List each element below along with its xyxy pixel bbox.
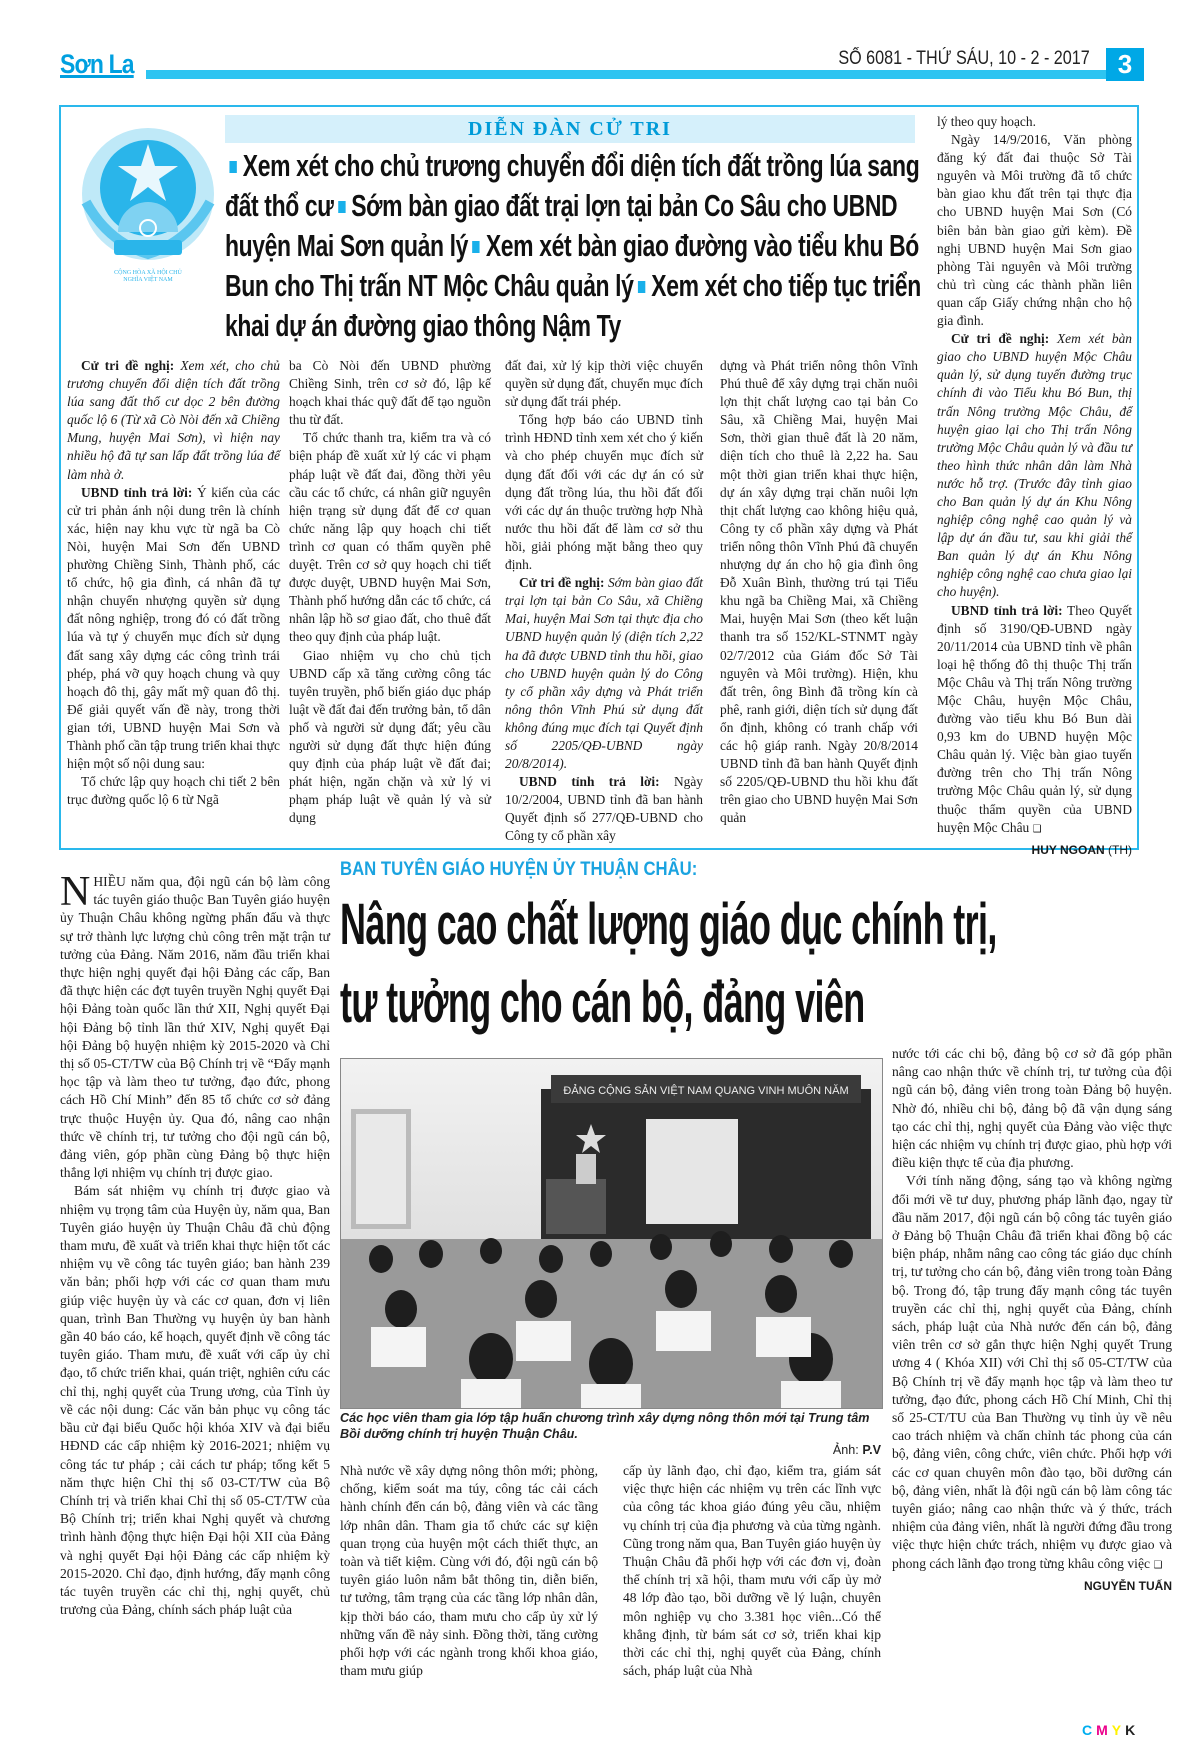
forum-headline-4: Xem xét cho tiếp tục triển khai dự án đường giao thông Nậm Ty [225, 268, 921, 343]
header-rule [146, 70, 1106, 79]
paragraph: Bám sát nhiệm vụ chính trị được giao và nhiệm vụ trọng tâm của Huyện ủy, năm qua, Ban Tuyên giáo huyện ủy Thuận Châu đã chủ động tham mưu, đề xuất và triển khai thực hiện tốt các nhiệm vụ về công tác tuyên giáo; ban hành 239 văn bản; phối hợp với các cơ quan tham mưu giúp việc huyện ủy và các cơ quan, đơn vị liên quan, trình Ban Thường vụ huyện ủy ban hành gần 40 báo cáo, kế hoạch, quyết định về công tác tuyên giáo. Tham mưu, đề xuất với cấp ủy chỉ đạo, tổ chức triển khai, quán triệt, nghiên cứu các chỉ thị, nghị quyết của Trung ương, của Tỉnh ủy về các nội dung: Các văn bản phục vụ công tác bầu cử đại biểu Quốc hội khóa XIV và đại biểu HĐND các cấp nhiệm kỳ 2016-2021; nhiệm vụ công tác tư pháp ; cải cách tư pháp; tổng kết 5 năm thực hiện Chỉ thị số 03-CT/TW của Bộ Chính trị và triển khai Chỉ thị số 05-CT/TW của Bộ Chính trị; triển khai Nghị quyết và chương trình hành động thực hiện Đại hội XII của Đảng và nghị quyết Đại hội Đảng các cấp nhiệm kỳ 2015-2020. Chỉ đạo, định hướng, đẩy mạnh công tác tuyên truyền các chỉ thị, nghị quyết, chủ trương của Đảng, chính sách pháp luật của [60, 1183, 330, 1618]
question-label: Cử tri đề nghị: [519, 575, 605, 591]
forum-headline-2: Sớm bàn giao đất trại lợn tại bản Co Sâu cho UBND huyện Mai Sơn quản lý [225, 188, 898, 263]
article-column-4 [892, 1045, 1172, 1595]
paragraph: Giao nhiệm vụ cho chủ tịch UBND cấp xã tăng cường công tác tuyên truyền, phổ biến giáo dục pháp luật về đất đai đến trưởng bản, tổ dân phố và người sử dụng đất; yêu cầu người sử dụng đất thực hiện đúng quy định của pháp luật về đất đai; phát hiện, ngăn chặn và xử lý vi phạm pháp luật về quản lý và sử dụng [289, 647, 491, 826]
answer-text: Ngày 10/2/2004, UBND tỉnh đã ban hành Quyết định số 277/QĐ-UBND cho Công ty cổ phần xây [505, 774, 703, 844]
paragraph: cấp ủy lãnh đạo, chỉ đạo, kiểm tra, giám sát việc thực hiện các nhiệm vụ trên các lĩnh vực của công tác khoa giáo đúng yêu cầu, nhiệm vụ chính trị của địa phương và của từng ngành. Cũng trong năm qua, Ban Tuyên giáo huyện ủy Thuận Châu đã phối hợp với các đơn vị, đoàn thể chính trị xã hội, tham mưu với cấp ủy mở 48 lớp đào tạo, bồi dưỡng về lý luận, chuyên môn nghiệp vụ cho 3.381 học viên...Có thể khẳng định, từ bám sát cơ sở, triển khai kịp thời các chỉ thị, nghị quyết của Đảng, chính sách, pháp luật của Nhà [623, 1463, 881, 1679]
end-mark-icon: ❑ [1153, 1559, 1163, 1571]
issue-info: SỐ 6081 - THỨ SÁU, 10 - 2 - 2017 [838, 48, 1090, 69]
article-column-3 [623, 1462, 881, 1680]
forum-column-5 [937, 113, 1132, 859]
article-column-2 [340, 1462, 598, 1680]
question-text: Xem xét bàn giao cho UBND huyện Mộc Châu quản lý, sử dụng tuyến đường trục chính đi vào Tiểu khu Bó Bun, thị trấn Nông trường Mộc Châu, để huyện giao lại cho Thị trấn Nông trường Mộc Châu quản lý và đầu tư theo hình thức nhân dân làm Nhà nước hỗ trợ. (Trước đây tỉnh giao cho Ban quản lý dự án Khu Nông nghiệp công nghệ cao quản lý và lập dự án đầu tư, sau khi giải thể Ban quản lý dự án Khu Nông nghiệp công nghệ cao chưa giao lại cho huyện). [937, 331, 1132, 600]
forum-column-1 [67, 357, 280, 809]
author-name: HUY NGOAN [1031, 842, 1105, 857]
article-column-1 [60, 869, 330, 1619]
article-kicker: BAN TUYÊN GIÁO HUYỆN ỦY THUẬN CHÂU: [340, 859, 698, 880]
paragraph: dựng và Phát triển nông thôn Vĩnh Phú thuê để xây dựng trại chăn nuôi lợn thịt chất lượng cao tại bản Co Sâu, xã Chiềng Mai, huyện Mai Sơn, thời gian thuê đất là 20 năm, diện tích cho thuê là 2,22 ha. Sau một thời gian triển khai thực hiện, dự án xây dựng trại chăn nuôi lợn thịt chất lượng cao không hiệu quả, Công ty cổ phần xây dựng và Phát triển nông thôn Vĩnh Phú đã chuyển nhượng dự án cho hộ gia đình ông Đỗ Xuân Bình, thường trú tại Tiểu khu ngã ba Chiềng Mai, xã Chiềng Mai, huyện Mai Sơn (theo kết luận thanh tra số 152/KL-STNMT ngày 02/7/2012 của Giám đốc Sở Tài nguyên và Môi trường). Hiện, khu đất trên, ông Bình đã trồng kín cà phê, ranh giới, diện tích sử dụng đất ổn định, không có tranh chấp với các hộ giáp ranh. Ngày 20/8/2014 UBND tỉnh đã ban hành Quyết định số 2205/QĐ-UBND thu hồi khu đất trên giao cho UBND huyện Mai Sơn quản [720, 358, 918, 826]
byline [892, 1577, 1172, 1595]
paragraph: Ngày 14/9/2016, Văn phòng đăng ký đất đai thuộc Sở Tài nguyên và Môi trường đã tổ chức bàn giao khu đất trên tại thực địa cho UBND huyện Mai Sơn (Có biên bản bàn giao gửi kèm). Đề nghị UBND huyện Mai Sơn giao phòng Tài nguyên và Môi trường chủ trì cùng các thành phần liên quan cấp Giấy chứng nhận cho hộ gia đình. [937, 132, 1132, 329]
author-suffix: (TH) [1108, 842, 1132, 857]
paragraph: ba Cò Nòi đến UBND phường Chiềng Sinh, trên cơ sở đó, lập kế hoạch khai thác quỹ đất để tạo nguồn thu từ đất. [289, 358, 491, 428]
article-title-line-1: Nâng cao chất lượng giáo dục chính trị, [340, 892, 997, 957]
cmyk-m: M [1096, 1722, 1112, 1738]
answer-text: Ý kiến của các cử tri phản ánh nội dung trên là chính xác, hiện nay khu vực từ ngã ba Cò Nòi, huyện Mai Sơn đến UBND phường Chiềng Sinh, Thành phố, các tổ chức, hộ gia đình, cá nhân đã tự nhận chuyển nhượng quyền sử dụng đất nông nghiệp, trong đó có đất trồng lúa và tự ý chuyển mục đích sử dụng đất sang xây dựng các công trình trái phép, phá vỡ quy hoạch chung và quy hoạch đô thị, gây mất mỹ quan đô thị. Để giải quyết vấn đề này, trong thời gian tới, UBND huyện Mai Sơn và Thành phố cần tập trung triển khai thực hiện một số nội dung sau: [67, 484, 280, 772]
forum-headline-3: Xem xét bàn giao đường vào tiểu khu Bó Bun cho Thị trấn NT Mộc Châu quản lý [225, 228, 919, 303]
forum-column-3 [505, 357, 703, 846]
photo-credit [340, 1442, 881, 1458]
page-number: 3 [1106, 48, 1144, 81]
drop-cap: N [60, 869, 91, 915]
cmyk-y: Y [1111, 1722, 1126, 1738]
paragraph: lý theo quy hoạch. [937, 114, 1036, 129]
answer-label: UBND tỉnh trả lời: [519, 774, 660, 790]
paragraph: Với tính năng động, sáng tạo và không ngừng đổi mới về tư duy, phương pháp lãnh đạo, ngay từ đầu năm 2017, đội ngũ cán bộ công tác tuyên giáo ở Đảng bộ Thuận Châu đã triển khai đồng bộ các biện pháp, nhằm nâng cao công tác giáo dục chính trị, tư tưởng cho cán bộ, đảng viên trong toàn Đảng bộ. Trong đó, tập trung đẩy mạnh công tác tuyên truyền các chỉ thị, nghị quyết của Đảng, chính sách, pháp luật của Nhà nước đến cán bộ, đảng viên trên cơ sở gắn thực hiện Nghị quyết Trung ương 4 ( Khóa XII) với Chỉ thị số 05-CT/TW của Bộ Chính trị về đẩy mạnh học tập và làm theo tư tưởng, đạo đức, phong cách Hồ Chí Minh, Chỉ thị số 25-CT/TU của Ban Thường vụ tỉnh ủy về nêu cao trách nhiệm và chấn chỉnh tác phong của cán bộ, đảng viên, công chức, viên chức. Phối hợp với các cơ quan chuyên môn đào tạo, bồi dưỡng cán bộ, đảng viên, nhất là đội ngũ cán bộ làm công tác tuyên giáo; nâng cao nhận thức và ý thức, trách nhiệm của đảng viên, nhất là người đứng đầu trong việc thực hiện chức trách, nhiệm vụ được giao và phong cách lãnh đạo trong từng khâu công việc [892, 1173, 1172, 1571]
forum-headline-1: Xem xét cho chủ trương chuyển đổi diện tích đất trồng lúa sang đất thổ cư [225, 148, 920, 223]
credit-label: Ảnh: [832, 1443, 859, 1457]
forum-title: DIỄN ĐÀN CỬ TRI [468, 118, 672, 140]
byline [937, 841, 1132, 859]
paragraph: HIỀU năm qua, đội ngũ cán bộ làm công tác tuyên giáo thuộc Ban Tuyên giáo huyện ủy Thuận Châu không ngừng phấn đấu và thực sự trở thành lực lượng chủ công trên mặt trận tư tưởng của Đảng. Năm 2016, năm đầu triển khai thực hiện nghị quyết đại hội Đảng các cấp, Ban đã thực hiện các đợt tuyên truyền Nghị quyết Đại hội Đảng toàn quốc lần thứ XII, Nghị quyết Đại hội Đảng bộ tỉnh lần thứ XIV, Nghị quyết Đại hội Đảng bộ huyện nhiệm kỳ 2015-2020 và Chỉ thị số 05-CT/TW của Bộ Chính trị về “Đẩy mạnh học tập và làm theo tư tưởng, đạo đức, phong cách Hồ Chí Minh” đến 85 tổ chức cơ sở đảng trực thuộc Huyện ủy. Qua đó, nâng cao nhận thức về chính trị, tư tưởng cho đội ngũ cán bộ, đảng viên, góp phần cùng Đảng bộ thực hiện thắng lợi nhiệm vụ chính trị được giao. [60, 874, 330, 1181]
question-label: Cử tri đề nghị: [81, 358, 175, 373]
bullet-icon [473, 241, 480, 253]
photo-caption [340, 1410, 881, 1458]
cmyk-registration-mark [1082, 1722, 1139, 1738]
end-mark-icon: ❑ [1032, 823, 1042, 835]
paragraph: Nhà nước về xây dựng nông thôn mới; phòng, chống, kiểm soát ma túy, công tác cải cách hành chính đến cán bộ, đảng viên và các tầng lớp nhân dân. Tham gia tổ chức các sự kiện quan trọng của huyện một cách thiết thực, an toàn và tiết kiệm. Cùng với đó, đội ngũ cán bộ tuyên giáo luôn nắm bắt thông tin, diễn biến, tư tưởng, tâm trạng của các tầng lớp nhân dân, kịp thời báo cáo, tham mưu cho cấp ủy xử lý những vấn đề nảy sinh. Đồng thời, tăng cường phối hợp với các ngành trong khối khoa giáo, tham mưu giúp [340, 1463, 598, 1679]
credit-name: P.V [862, 1443, 881, 1457]
answer-label: UBND tỉnh trả lời: [951, 602, 1063, 618]
paragraph: Tổ chức lập quy hoạch chi tiết 2 bên trục đường quốc lộ 6 từ Ngã [67, 774, 280, 808]
cmyk-c: C [1082, 1722, 1097, 1738]
photo-banner-text: ĐẢNG CỘNG SẢN VIỆT NAM QUANG VINH MUÔN NĂM [563, 1085, 849, 1097]
paragraph: đất đai, xử lý kịp thời việc chuyển quyền sử dụng đất, chuyển mục đích sử dụng đất trái phép. [505, 358, 703, 410]
forum-headlines [225, 146, 924, 346]
bullet-icon [638, 281, 645, 293]
paragraph: nước tới các chi bộ, đảng bộ cơ sở đã góp phần nâng cao nhận thức về chính trị, tư tưởng của đội ngũ cán bộ, đảng viên trong toàn Đảng bộ huyện. Nhờ đó, nhiều chi bộ, đảng bộ đã vận dụng sáng tạo các chỉ thị, nghị quyết của Đảng vào việc thực hiện các nhiệm vụ chính trị được giao, phù hợp với điều kiện thực tế của địa phương. [892, 1046, 1172, 1171]
forum-column-4 [720, 357, 918, 827]
paragraph: Tổ chức thanh tra, kiểm tra và có biện pháp đề xuất xử lý các vi phạm pháp luật về đất đai, đồng thời yêu cầu các tổ chức, cá nhân giữ nguyên hiện trạng sử dụng đất để cơ quan chức năng lập quy hoạch chi tiết trình cơ quan có thẩm quyền phê duyệt. Trên cơ sở quy hoạch chi tiết được duyệt, UBND huyện Mai Sơn, Thành phố hướng dẫn các tổ chức, cá nhân lập hồ sơ giao đất, cho thuê đất theo quy định của pháp luật. [289, 430, 491, 645]
paragraph: Tổng hợp báo cáo UBND tỉnh trình HĐND tỉnh xem xét cho ý kiến và cho phép chuyển mục đích sử dụng đất đối với các dự án có sử dụng đất trồng lúa, thu hồi đất đối với các dự án thuộc trường hợp Nhà nước thu hồi đất để làm cơ sở thu hồi, giải phóng mặt bằng theo quy định. [505, 412, 703, 573]
bullet-icon [229, 161, 236, 173]
question-text: Sớm bàn giao đất trại lợn tại bản Co Sâu, xã Chiềng Mai, huyện Mai Sơn tại thực địa cho UBND huyện quản lý (diện tích 2,22 ha đã được UBND tỉnh thu hồi, giao cho UBND huyện quản lý do Công ty cổ phần xây dựng và Phát triển nông thôn Vĩnh Phú sử dụng đất không đúng mục đích tại Quyết định số 2205/QĐ-UBND ngày 20/8/2014). [505, 575, 703, 772]
bullet-icon [338, 201, 345, 213]
national-emblem-icon [78, 122, 218, 267]
forum-headlines-area [225, 146, 925, 352]
cmyk-k: K [1125, 1722, 1140, 1738]
caption-text: Các học viên tham gia lớp tập huấn chương trình xây dựng nông thôn mới tại Trung tâm Bồi dưỡng chính trị huyện Thuận Châu. [340, 1411, 870, 1441]
article-photo [340, 1058, 883, 1409]
question-text: Xem xét, cho chủ trương chuyển đổi diện tích đất trồng lúa sang đất thổ cư dọc 2 bên đường quốc lộ 6 (Từ xã Cò Nòi đến xã Chiềng Mung, huyện Mai Sơn), vì hiện nay nhiều hộ đã tự san lấp đất trồng lúa để làm nhà ở. [67, 358, 280, 482]
author-name: NGUYỄN TUẤN [1083, 1578, 1172, 1593]
article-title-line-2: tư tưởng cho cán bộ, đảng viên [340, 970, 865, 1035]
question-label: Cử tri đề nghị: [951, 331, 1050, 347]
section-name: Sơn La [60, 49, 134, 79]
article-title [340, 886, 1200, 1042]
answer-label: UBND tỉnh trả lời: [81, 484, 193, 500]
forum-column-2 [289, 357, 491, 827]
emblem-text: CỘNG HÒA XÃ HỘI CHỦ NGHĨA VIỆT NAM [114, 270, 182, 283]
answer-text: Theo Quyết định số 3190/QĐ-UBND ngày 20/11/2014 của UBND tỉnh về phân loại hệ thống đô thị thuộc Thị trấn Mộc Châu và Thị trấn Nông trường Mộc Châu, huyện Mộc Châu, đường vào tiểu khu Bó Bun dài 0,93 km do UBND huyện Mộc Châu quản lý. Việc bàn giao tuyến đường trên cho Thị trấn Nông trường Mộc Châu quản lý, sử dụng thuộc thẩm quyền của UBND huyện Mộc Châu [937, 602, 1132, 835]
